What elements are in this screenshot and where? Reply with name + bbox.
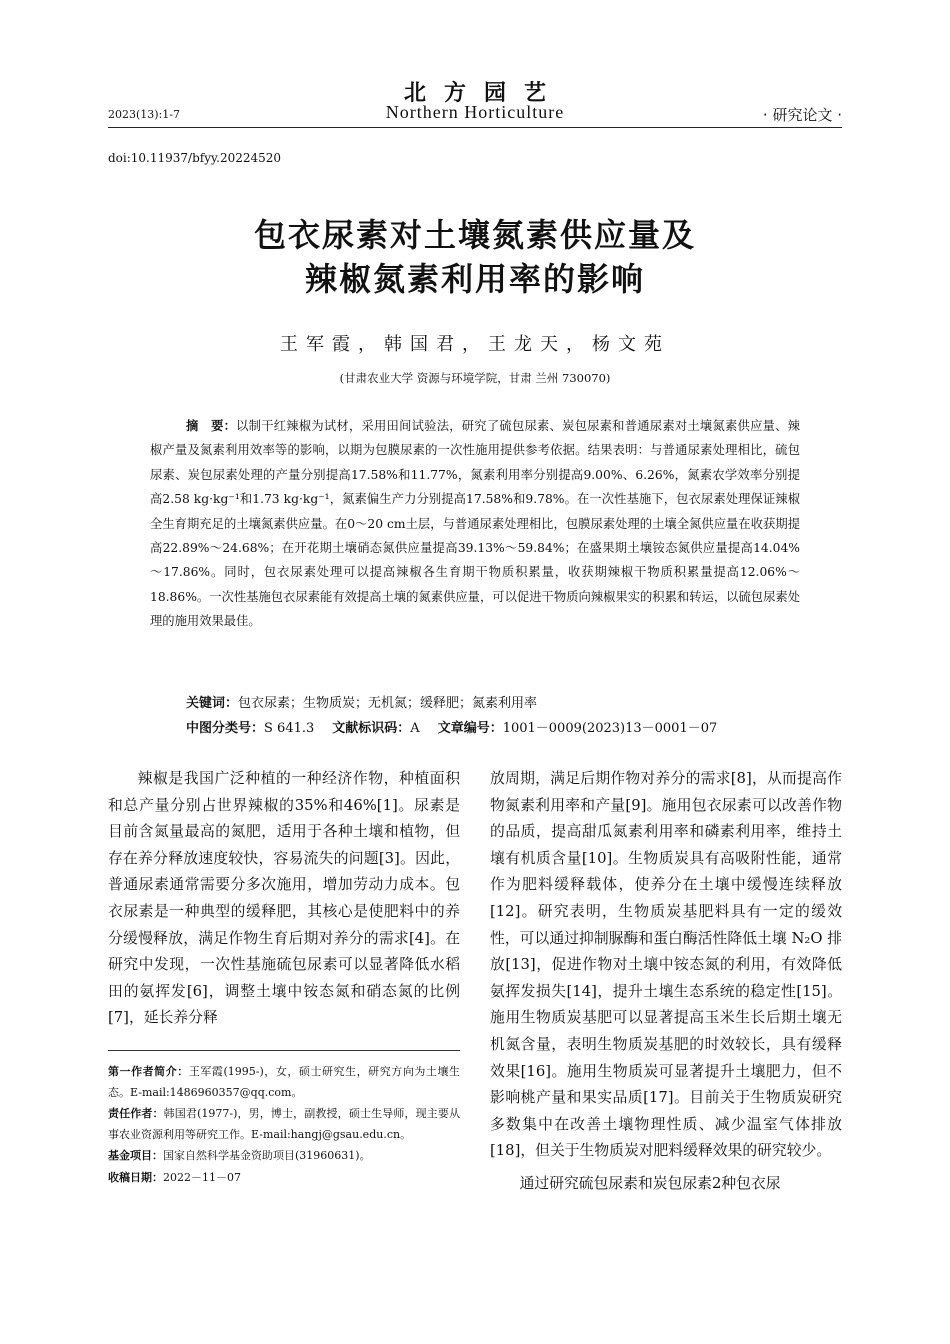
affiliation: (甘肃农业大学 资源与环境学院，甘肃 兰州 730070) — [339, 371, 611, 385]
title-line-1: 包衣尿素对土壤氮素供应量及 — [253, 216, 696, 254]
abstract — [150, 414, 800, 634]
keywords-text: 包衣尿素；生物质炭；无机氮；缓释肥；氮素利用率 — [238, 696, 538, 711]
body-right-column — [490, 766, 842, 1198]
issue-info: 2023(13):1-7 — [108, 108, 180, 121]
doi: doi:10.11937/bfyy.20224520 — [108, 151, 282, 165]
body-paragraph: 放周期，满足后期作物对养分的需求[8]，从而提高作物氮素利用率和产量[9]。施用包衣尿素可以改善作物的品质，提高甜瓜氮素利用率和磷素利用率，维持土壤有机质含量[10]。生物质炭具有高吸附性能，通常作为肥料缓释载体，使养分在土壤中缓慢连续释放[12]。研究表明，生物质炭基肥料具有一定的缓效性，可以通过抑制脲酶和蛋白酶活性降低土壤 N₂O 排放[13]，促进作物对土壤中铵态氮的利用，有效降低氨挥发损失[14]，提升土壤生态系统的稳定性[15]。施用生物质炭基肥可以显著提高玉米生长后期土壤无机氮含量，表明生物质炭基肥的时效较长，具有缓释效果[16]。施用生物质炭可显著提升土壤肥力，但不影响桃产量和果实品质[17]。目前关于生物质炭研究多数集中在改善土壤物理性质、减少温室气体排放[18]，但关于生物质炭对肥料缓释效果的研究较少。 — [490, 770, 842, 1160]
body-paragraph: 辣椒是我国广泛种植的一种经济作物，种植面积和总产量分别占世界辣椒的35%和46%[1]。尿素是目前含氮量最高的氮肥，适用于各种土壤和植物，但存在养分释放速度较快，容易流失的问题[3]。因此，普通尿素通常需要分多次施用，增加劳动力成本。包衣尿素是一种典型的缓释肥，其核心是使肥料中的养分缓慢释放，满足作物生育后期对养分的需求[4]。在研究中发现，一次性基施硫包尿素可以显著降低水稻田的氨挥发[6]，调整土壤中铵态氮和硝态氮的比例[7]，延长养分释 — [108, 770, 460, 1027]
footnote-corresponding-author: 责任作者：韩国君(1977-)，男，博士，副教授，硕士生导师，现主要从事农业资源利用等研究工作。E-mail:hangj@gsau.edu.cn。 — [108, 1107, 461, 1141]
journal-name-cn: 北方园艺 — [403, 81, 564, 106]
footnote-first-author: 第一作者简介：王军霞(1995-)，女，硕士研究生，研究方向为土壤生态。E-mail:1486960357@qq.com。 — [108, 1065, 460, 1099]
clc-value: S 641.3 — [264, 721, 315, 736]
footnotes — [108, 1062, 460, 1189]
footnote-fund: 基金项目：国家自然科学基金资助项目(31960631)。 — [108, 1149, 371, 1162]
section-tag: · 研究论文 · — [762, 106, 842, 124]
doc-code-value: A — [410, 721, 420, 736]
header-divider — [108, 127, 842, 128]
abstract-text: 以制干红辣椒为试材，采用田间试验法，研究了硫包尿素、炭包尿素和普通尿素对土壤氮素供应量、辣椒产量及氮素利用效率等的影响，以期为包膜尿素的一次性施用提供参考依据。结果表明：与普通尿素处理相比，硫包尿素、炭包尿素处理的产量分别提高17.58%和11.77%，氮素利用率分别提高9.00%、6.26%，氮素农学效率分别提高2.58 kg·kg⁻¹和1.73 kg·kg⁻¹，氮素偏生产力分别提高17.58%和9.78%。在一次性基施下，包衣尿素处理保证辣椒全生育期充足的土壤氮素供应量。在0～20 cm土层，与普通尿素处理相比，包膜尿素处理的土壤全氮供应量在收获期提高22.89%～24.68%；在开花期土壤硝态氮供应量提高39.13%～59.84%；在盛果期土壤铵态氮供应量提高14.04%～17.86%。同时，包衣尿素处理可以提高辣椒各生育期干物质积累量，收获期辣椒干物质积累量提高12.06%～18.86%。一次性基施包衣尿素能有效提高土壤的氮素供应量，可以促进干物质向辣椒果实的积累和转运，以硫包尿素处理的施用效果最佳。 — [150, 419, 800, 629]
clc-label: 中图分类号： — [186, 721, 265, 736]
body-paragraph: 通过研究硫包尿素和炭包尿素2种包衣尿 — [519, 1174, 781, 1192]
article-no-label: 文章编号： — [437, 721, 503, 736]
doc-code-label: 文献标识码： — [332, 721, 411, 736]
keywords-label: 关键词： — [186, 696, 239, 711]
body-left-column — [108, 766, 460, 1032]
footnote-divider — [108, 1050, 460, 1051]
classification-line — [186, 717, 806, 736]
article-no-value: 1001－0009(2023)13－0001－07 — [502, 721, 718, 736]
authors: 王军霞，韩国君，王龙天，杨文苑 — [280, 334, 670, 355]
keywords — [186, 692, 806, 711]
footnote-received: 收稿日期：2022－11－07 — [108, 1170, 241, 1184]
abstract-label: 摘 要： — [186, 419, 237, 433]
title-line-2: 辣椒氮素利用率的影响 — [304, 260, 645, 298]
journal-name-en: Northern Horticulture — [385, 102, 565, 122]
article-title — [0, 213, 950, 301]
